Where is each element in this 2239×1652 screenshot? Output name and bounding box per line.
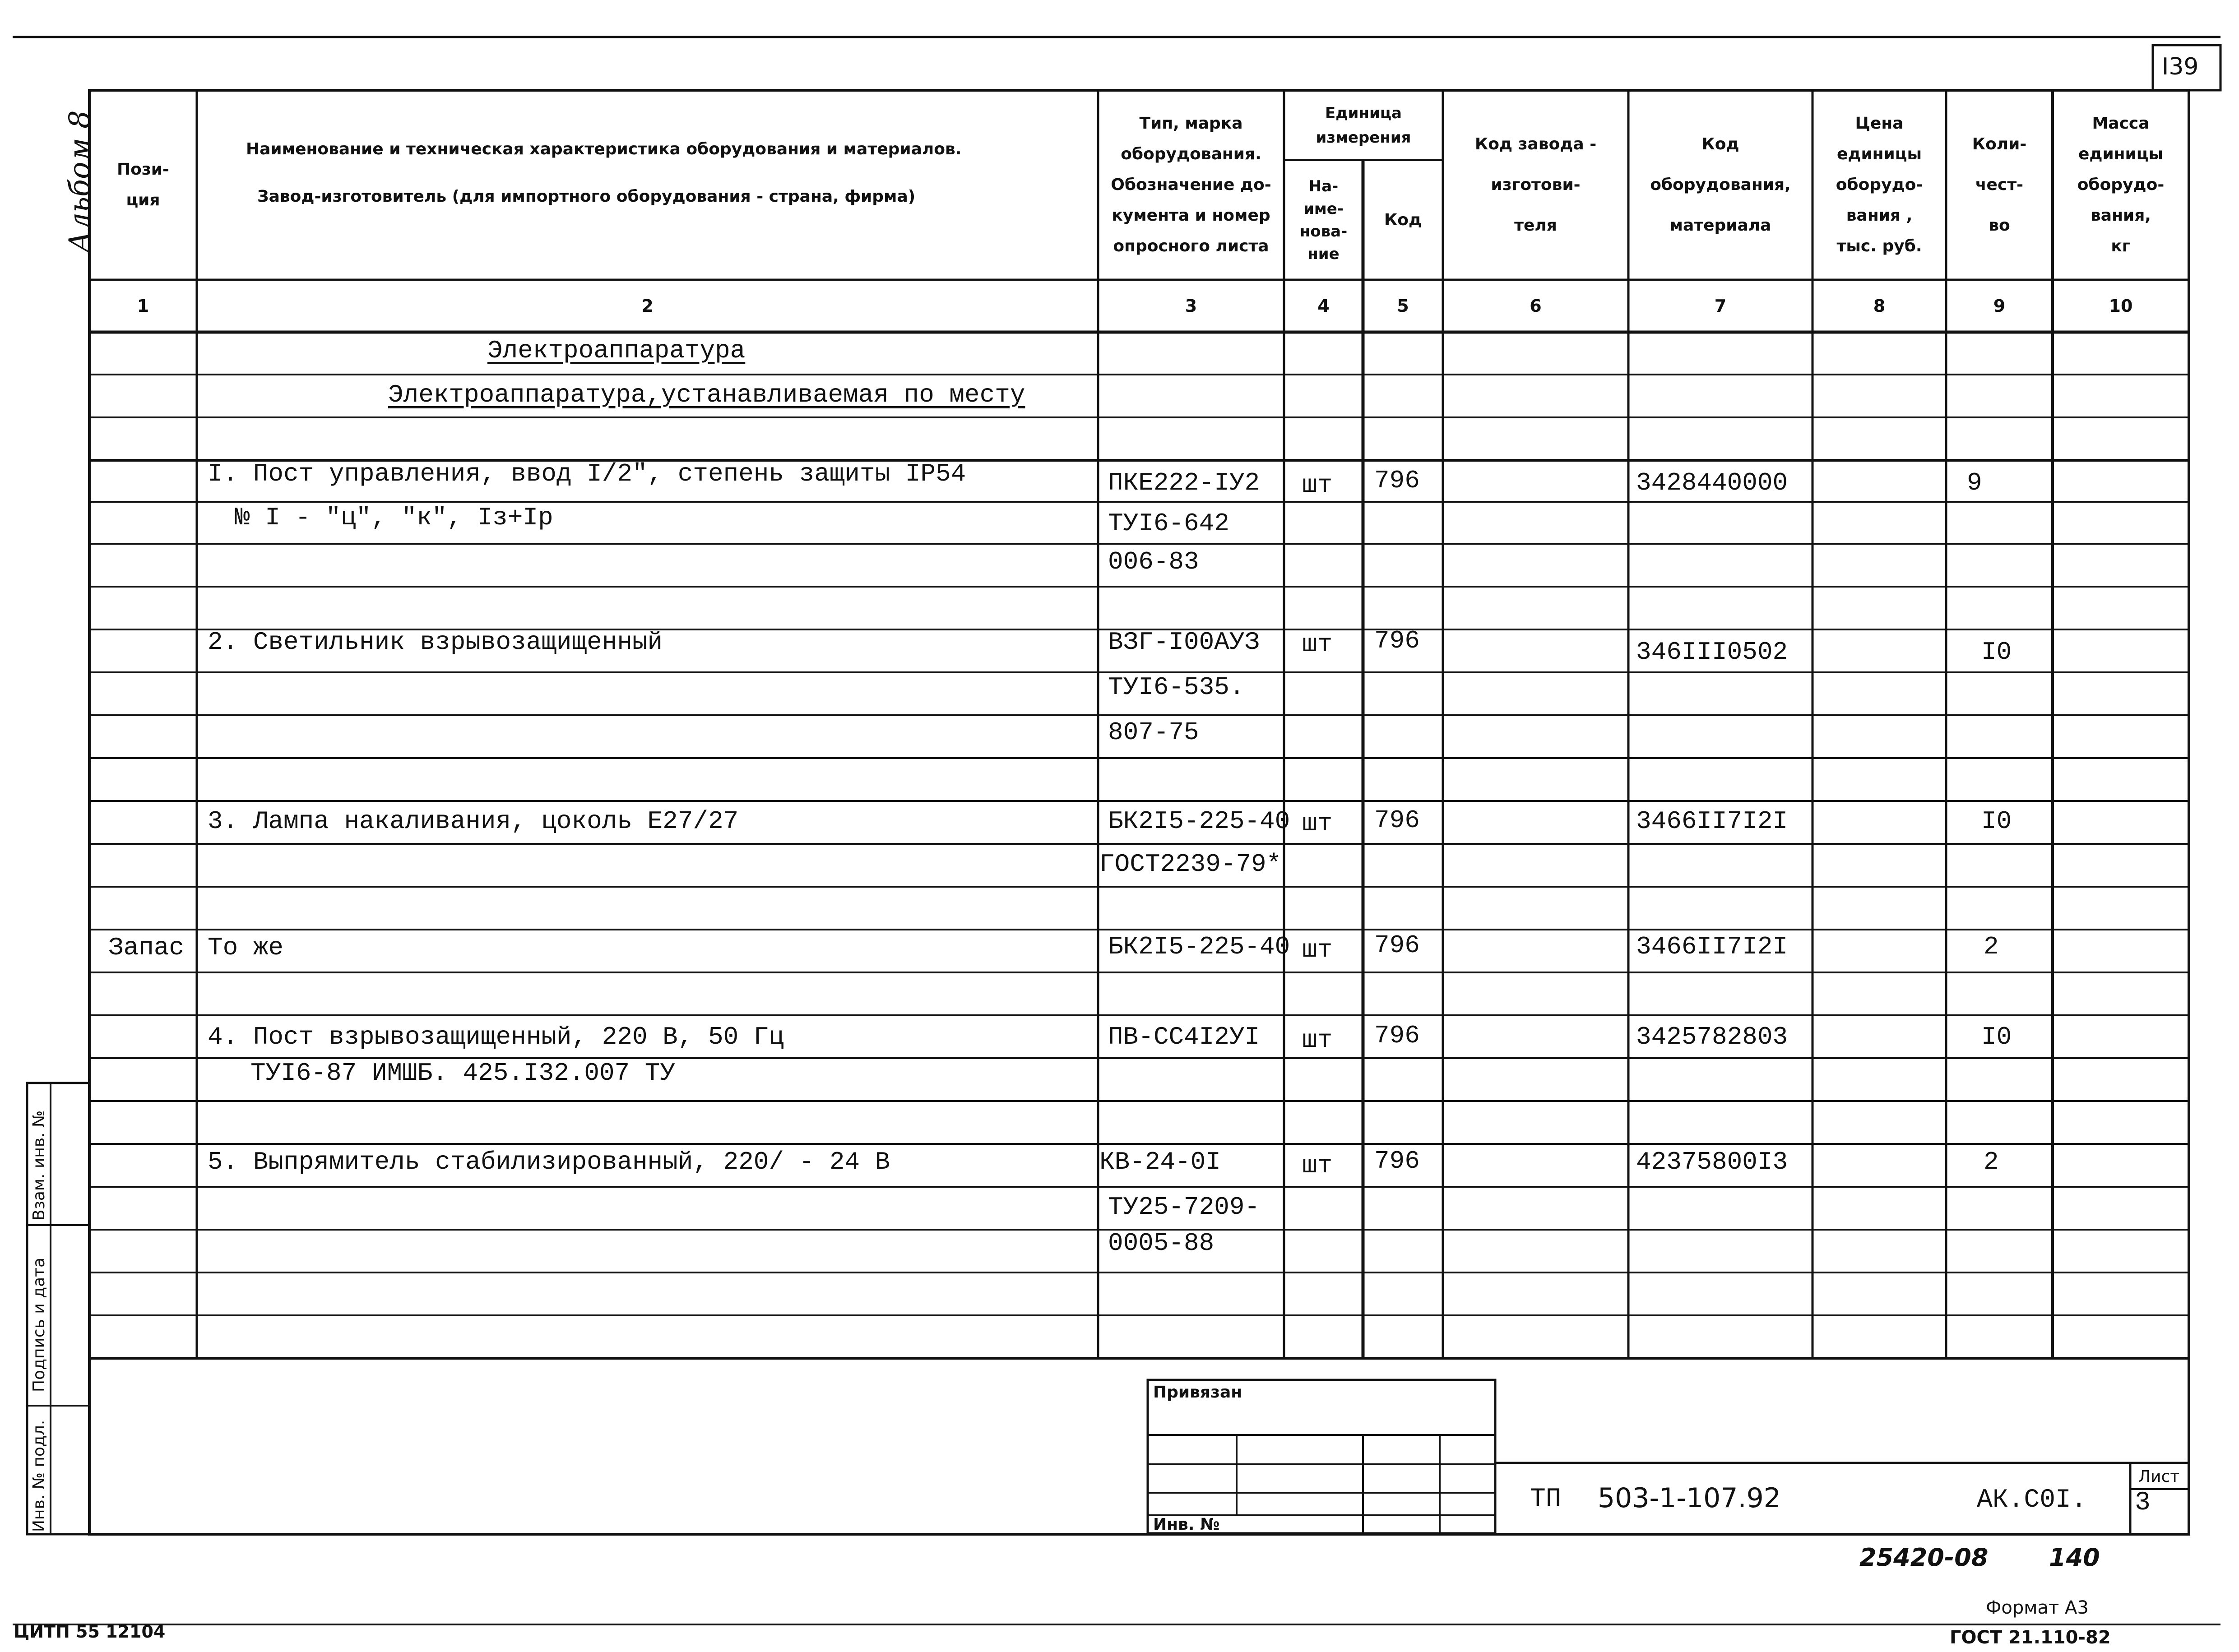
- spare-unit: шт: [1302, 935, 1333, 964]
- item1-qty: 9: [1967, 468, 1982, 497]
- header-name-line2: Завод-изготовитель (для импортного оборудования - страна, фирма): [257, 187, 916, 206]
- item3-qty: I0: [1981, 807, 2012, 836]
- doc-mark: АК.С0I.: [1977, 1485, 2087, 1515]
- item3-unit-code: 796: [1374, 806, 1420, 835]
- sheet-number: I39: [2162, 53, 2199, 80]
- item5-type: КВ-24-0I: [1099, 1148, 1221, 1176]
- doc-code: 503-1-107.92: [1598, 1482, 1781, 1514]
- item2-type-doc: ТУI6-535.: [1108, 673, 1245, 702]
- item5-qty: 2: [1984, 1148, 1999, 1176]
- item4-qty: I0: [1981, 1023, 2012, 1051]
- item5-unit: шт: [1302, 1151, 1333, 1180]
- item4-name-cont: ТУI6-87 ИМШБ. 425.I32.007 ТУ: [250, 1059, 675, 1087]
- item1-name-cont: № I - "ц", "к", Iз+Iр: [235, 503, 553, 532]
- item1-unit: шт: [1302, 471, 1333, 500]
- item1-unit-code: 796: [1374, 466, 1420, 495]
- item1-equip-code: 3428440000: [1636, 468, 1788, 497]
- stamp-replaced-inv: Взам. инв. №: [30, 1110, 48, 1221]
- printer-label: ЦИТП 55 12104: [14, 1622, 166, 1642]
- column-number-1: 1: [137, 296, 149, 316]
- item3-type-doc: ГОСТ2239-79*: [1099, 850, 1282, 879]
- header-unit-code: Код: [1384, 210, 1422, 229]
- item3-unit: шт: [1302, 809, 1333, 838]
- item2-name: 2. Светильник взрывозащищенный: [208, 628, 663, 657]
- stamp-inv-original: Инв. № подл.: [30, 1420, 48, 1532]
- item2-type-doc-cont: 807-75: [1108, 718, 1199, 747]
- inv-number-label: Инв. №: [1153, 1515, 1220, 1534]
- header-name-line1: Наименование и техническая характеристика оборудования и материалов.: [246, 140, 962, 158]
- item2-qty: I0: [1981, 638, 2012, 666]
- album-label: Альбом 8: [63, 110, 97, 253]
- item5-type-doc: ТУ25-7209-: [1108, 1193, 1260, 1222]
- gost-label: ГОСТ 21.110-82: [1950, 1627, 2111, 1648]
- column-number-8: 8: [1873, 296, 1886, 316]
- header-price: Цена единицы оборудо- вания , тыс. руб.: [1836, 114, 1923, 255]
- item5-type-doc-cont: 0005-88: [1108, 1229, 1215, 1258]
- item2-type: ВЗГ-I00АУЗ: [1108, 628, 1260, 657]
- item5-name: 5. Выпрямитель стабилизированный, 220/ - 24 В: [208, 1148, 890, 1176]
- column-number-9: 9: [1993, 296, 2006, 316]
- sheet-value: 3: [2135, 1488, 2151, 1518]
- spare-name: То же: [208, 933, 284, 962]
- archive-number: 25420-08: [1859, 1543, 1989, 1572]
- item1-type-doc: ТУI6-642: [1108, 509, 1229, 538]
- item3-equip-code: 3466II7I2I: [1636, 807, 1788, 836]
- spare-qty: 2: [1984, 932, 1999, 961]
- spare-equip-code: 3466II7I2I: [1636, 932, 1788, 961]
- item3-name: 3. Лампа накаливания, цоколь Е27/27: [208, 807, 739, 836]
- item3-type: БК2I5-225-40: [1108, 807, 1290, 836]
- spare-unit-code: 796: [1374, 931, 1420, 960]
- item1-type-doc-cont: 006-83: [1108, 547, 1199, 576]
- column-number-3: 3: [1185, 296, 1197, 316]
- header-equipment-code: Код оборудования, материала: [1650, 135, 1791, 235]
- sheet-label: Лист: [2138, 1467, 2180, 1486]
- section-subtitle: Электроаппаратура,устанавливаемая по месту: [388, 380, 1025, 409]
- header-type: Тип, марка оборудования. Обозначение до- кумента и номер опросного листа: [1111, 114, 1271, 255]
- column-number-2: 2: [641, 296, 654, 316]
- item4-name: 4. Пост взрывозащищенный, 220 В, 50 Гц: [208, 1023, 784, 1051]
- privyazan-label: Привязан: [1153, 1383, 1242, 1402]
- section-title: Электроаппаратура: [487, 336, 746, 365]
- header-factory-code: Код завода - изготови- теля: [1474, 135, 1597, 235]
- item1-name: I. Пост управления, ввод I/2", степень защиты IP54: [208, 459, 966, 488]
- item2-unit: шт: [1302, 630, 1333, 659]
- format-label: Формат А3: [1986, 1597, 2089, 1618]
- item2-equip-code: 346III0502: [1636, 638, 1788, 666]
- item5-equip-code: 42375800I3: [1636, 1148, 1788, 1176]
- header-unit-group: Единица измерения: [1316, 104, 1411, 147]
- header-position: Пози- ция: [117, 160, 169, 209]
- stamp-signature-date: Подпись и дата: [30, 1257, 48, 1392]
- header-unit-name: На- име- нова- ние: [1299, 177, 1348, 263]
- column-number-6: 6: [1530, 296, 1542, 316]
- item1-type: ПКЕ222-IУ2: [1108, 468, 1260, 497]
- header-mass: Масса единицы оборудо- вания, кг: [2077, 114, 2165, 255]
- header-quantity: Коли- чест- во: [1972, 135, 2027, 235]
- spare-type: БК2I5-225-40: [1108, 932, 1290, 961]
- item2-unit-code: 796: [1374, 626, 1420, 655]
- item4-unit: шт: [1302, 1026, 1333, 1055]
- column-number-5: 5: [1397, 296, 1409, 316]
- column-number-4: 4: [1317, 296, 1330, 316]
- archive-page: 140: [2049, 1543, 2100, 1572]
- spare-position: Запас: [108, 933, 185, 962]
- column-number-7: 7: [1714, 296, 1727, 316]
- item4-type: ПВ-СС4I2УI: [1108, 1023, 1260, 1051]
- column-number-10: 10: [2109, 296, 2133, 316]
- doc-code-prefix: ТП: [1530, 1485, 1562, 1514]
- item5-unit-code: 796: [1374, 1147, 1420, 1175]
- item4-equip-code: 3425782803: [1636, 1023, 1788, 1051]
- item4-unit-code: 796: [1374, 1021, 1420, 1050]
